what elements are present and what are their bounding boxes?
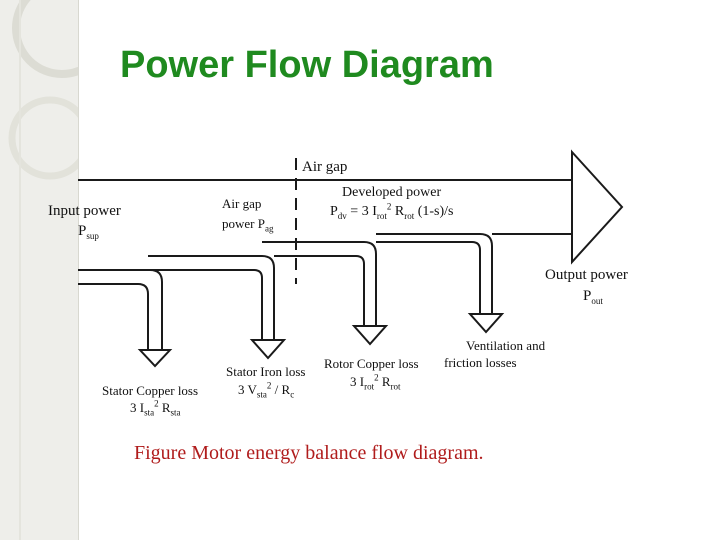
branch-stator-iron-outer [148,256,274,340]
ground-rotor-copper [354,326,386,344]
air-gap-label: Air gap [302,159,348,175]
developed-power-label: Developed power [342,185,442,200]
air-gap-power-symbol: power $P_{ag}$ [222,216,274,234]
branch-rotor-copper-outer [262,242,376,326]
stator-iron-loss-formula: 3 $V_{sta}^2 / R_c$ [238,380,295,400]
rotor-copper-loss-label: Rotor Copper loss [324,356,419,371]
input-power-label: Input power [48,203,121,219]
branch-stator-copper-outer [78,270,162,350]
figure-caption: Figure Motor energy balance flow diagram. [134,442,484,464]
ground-stator-copper [140,350,170,366]
branch-ventilation-outer [376,234,492,314]
branch-ventilation-inner [376,242,480,314]
stator-copper-loss-label: Stator Copper loss [102,383,199,398]
developed-power-formula: $P_{dv} = 3$ $I_{rot}^2$ $R_{rot}$ (1-s)/s [330,201,454,221]
stator-copper-loss-formula: 3 $I_{sta}^2$ $R_{sta}$ [130,398,181,418]
ground-ventilation [470,314,502,332]
output-arrow-head [572,152,622,262]
output-power-label: Output power [545,267,628,283]
branch-stator-copper-inner [78,284,148,350]
input-power-symbol: $P_{sup}$ [78,223,99,241]
rotor-copper-loss-formula: 3 $I_{rot}^2$ $R_{rot}$ [350,372,401,392]
ground-stator-iron [252,340,284,358]
ventilation-loss-label: Ventilation and [466,338,546,353]
stator-iron-loss-label: Stator Iron loss [226,364,306,379]
output-power-symbol: $P_{out}$ [583,288,603,306]
page-title: Power Flow Diagram [120,44,494,86]
branch-rotor-copper-inner [274,256,364,326]
air-gap-power-label: Air gap [222,196,262,211]
branch-stator-iron-inner [148,270,262,340]
friction-loss-label: friction losses [444,355,517,370]
